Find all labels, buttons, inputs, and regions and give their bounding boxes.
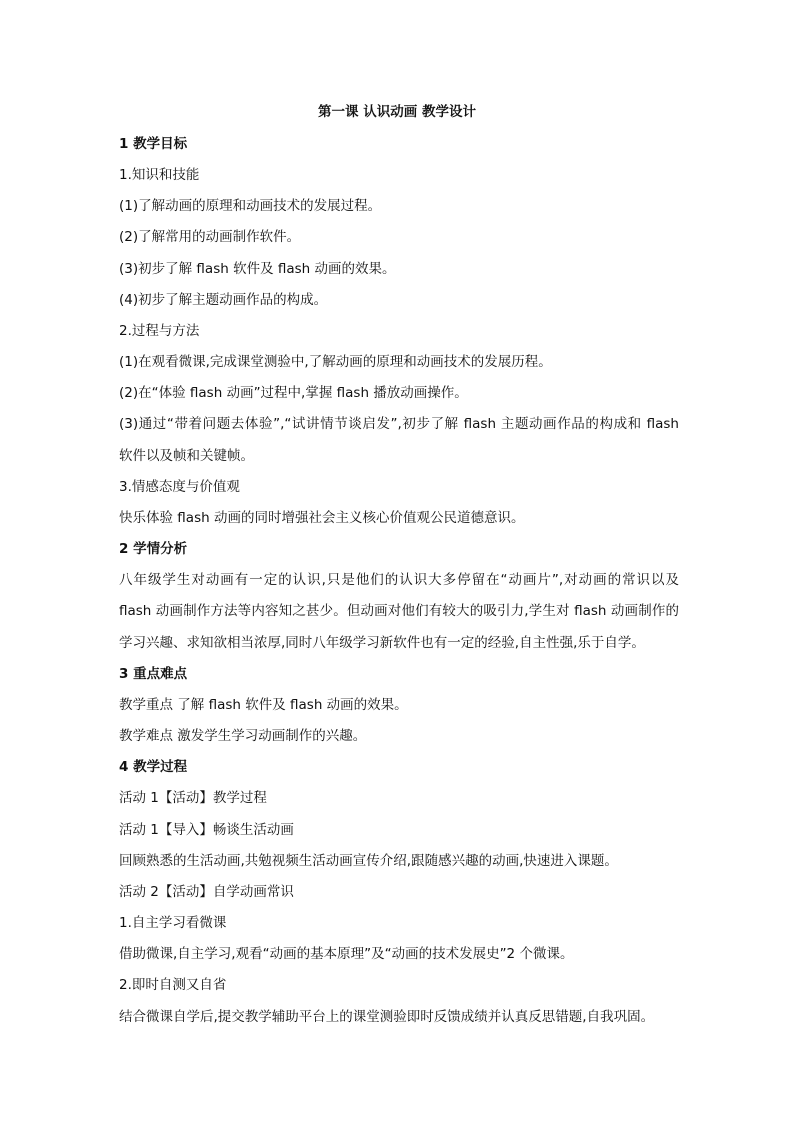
- paragraph-line: (3)通过“带着问题去体验”,“试讲情节谈启发”,初步了解 flash 主题动画作品的构成和 flash: [119, 416, 679, 432]
- paragraph-line: 学习兴趣、求知欲相当浓厚,同时八年级学习新软件也有一定的经验,自主性强,乐于自学。: [119, 635, 645, 651]
- paragraph-line: 教学重点 了解 flash 软件及 flash 动画的效果。: [119, 697, 408, 713]
- section-heading-key-points: 3 重点难点: [119, 666, 188, 682]
- paragraph-line: (4)初步了解主题动画作品的构成。: [119, 292, 328, 308]
- paragraph-line: 快乐体验 flash 动画的同时增强社会主义核心价值观公民道德意识。: [119, 510, 525, 526]
- activity-line: 活动 2【活动】自学动画常识: [119, 884, 294, 900]
- subheading-knowledge-skills: 1.知识和技能: [119, 167, 200, 183]
- paragraph-line: 八年级学生对动画有一定的认识,只是他们的认识大多停留在“动画片”,对动画的常识以及: [119, 572, 679, 588]
- paragraph-line: 回顾熟悉的生活动画,共勉视频生活动画宣传介绍,跟随感兴趣的动画,快速进入课题。: [119, 853, 618, 869]
- activity-line: 活动 1【活动】教学过程: [119, 790, 267, 806]
- paragraph-line: (2)了解常用的动画制作软件。: [119, 229, 301, 245]
- section-heading-learner-analysis: 2 学情分析: [119, 541, 188, 557]
- paragraph-line: (1)在观看微课,完成课堂测验中,了解动画的原理和动画技术的发展历程。: [119, 354, 552, 370]
- paragraph-line: (3)初步了解 flash 软件及 flash 动画的效果。: [119, 261, 396, 277]
- subheading-process-method: 2.过程与方法: [119, 323, 200, 339]
- subheading-attitude-values: 3.情感态度与价值观: [119, 479, 240, 495]
- document-title: 第一课 认识动画 教学设计: [318, 104, 476, 120]
- activity-line: 活动 1【导入】畅谈生活动画: [119, 822, 294, 838]
- paragraph-line: 借助微课,自主学习,观看“动画的基本原理”及“动画的技术发展史”2 个微课。: [119, 946, 574, 962]
- paragraph-line: 结合微课自学后,提交教学辅助平台上的课堂测验即时反馈成绩并认真反思错题,自我巩固。: [119, 1009, 655, 1025]
- paragraph-line: 软件以及帧和关键帧。: [119, 448, 254, 464]
- paragraph-line: (2)在“体验 flash 动画”过程中,掌握 flash 播放动画操作。: [119, 385, 468, 401]
- paragraph-line: 教学难点 激发学生学习动画制作的兴趣。: [119, 728, 367, 744]
- paragraph-line: (1)了解动画的原理和动画技术的发展过程。: [119, 198, 382, 214]
- paragraph-line: 1.自主学习看微课: [119, 915, 227, 931]
- section-heading-teaching-process: 4 教学过程: [119, 759, 188, 775]
- paragraph-line: 2.即时自测又自省: [119, 977, 227, 993]
- section-heading-teaching-goals: 1 教学目标: [119, 136, 188, 152]
- paragraph-line: flash 动画制作方法等内容知之甚少。但动画对他们有较大的吸引力,学生对 flash 动画制作的: [119, 603, 679, 619]
